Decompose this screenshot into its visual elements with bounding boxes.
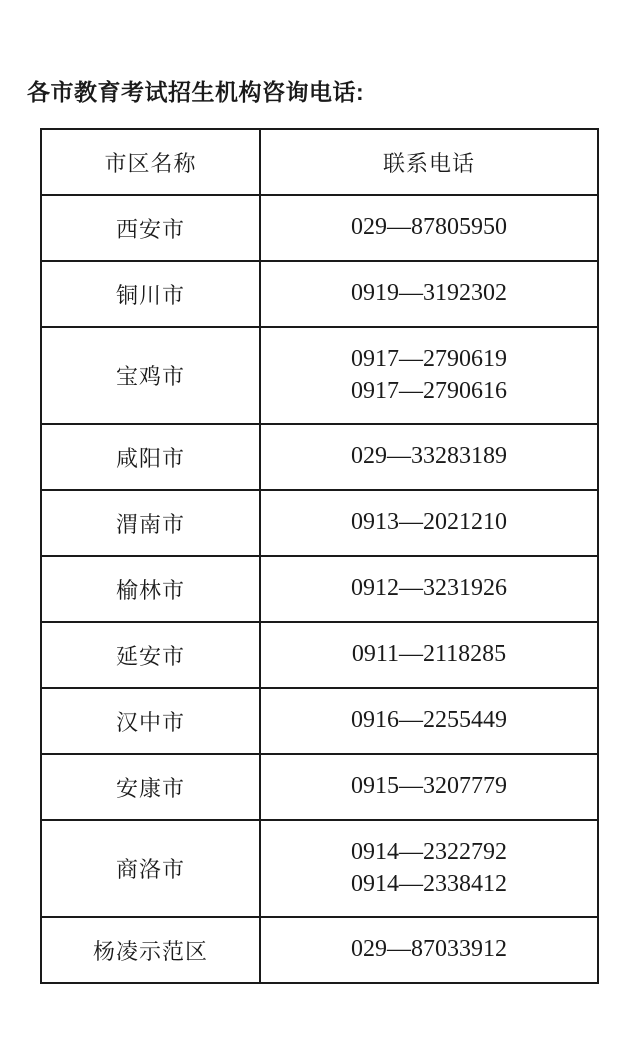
phone-number: 0917—2790619 [351, 346, 507, 373]
phone-number: 0914—2322792 [351, 839, 507, 866]
page-title: 各市教育考试招生机构咨询电话: [27, 79, 365, 105]
city-cell: 延安市 [41, 622, 260, 688]
phone-number: 0915—3207779 [351, 773, 507, 800]
phone-cell [260, 261, 598, 327]
table-row [41, 820, 598, 917]
table-body [41, 195, 598, 983]
table-row [41, 327, 598, 424]
phone-cell [260, 820, 598, 917]
table-row [41, 195, 598, 261]
table-row [41, 688, 598, 754]
table-row [41, 917, 598, 983]
phone-number: 0917—2790616 [351, 377, 507, 404]
city-cell: 商洛市 [41, 820, 260, 917]
city-cell: 安康市 [41, 754, 260, 820]
city-cell: 铜川市 [41, 261, 260, 327]
phone-cell [260, 754, 598, 820]
city-cell: 西安市 [41, 195, 260, 261]
phone-number: 0916—2255449 [351, 707, 507, 734]
phone-cell [260, 424, 598, 490]
city-cell: 杨凌示范区 [41, 917, 260, 983]
phone-cell [260, 688, 598, 754]
phone-cell [260, 195, 598, 261]
phone-cell [260, 917, 598, 983]
phone-number: 0919—3192302 [351, 280, 507, 307]
city-cell: 渭南市 [41, 490, 260, 556]
table-row [41, 622, 598, 688]
phone-number: 029—87033912 [351, 936, 507, 963]
table-row [41, 261, 598, 327]
table-row [41, 556, 598, 622]
phone-table [40, 128, 599, 984]
phone-cell [260, 490, 598, 556]
table-row [41, 424, 598, 490]
phone-number: 0911—2118285 [351, 641, 507, 668]
phone-number: 0913—2021210 [351, 509, 507, 536]
city-cell: 汉中市 [41, 688, 260, 754]
city-cell: 咸阳市 [41, 424, 260, 490]
phone-cell [260, 327, 598, 424]
phone-cell [260, 556, 598, 622]
city-cell: 榆林市 [41, 556, 260, 622]
table-row [41, 754, 598, 820]
phone-number: 029—33283189 [351, 443, 507, 470]
header-row [41, 129, 598, 195]
phone-number: 0912—3231926 [351, 575, 507, 602]
phone-cell [260, 622, 598, 688]
phone-number: 0914—2338412 [351, 870, 507, 897]
table-row [41, 490, 598, 556]
city-cell: 宝鸡市 [41, 327, 260, 424]
phone-number: 029—87805950 [351, 214, 507, 241]
header-cell-city: 市区名称 [41, 129, 260, 195]
header-cell-phone: 联系电话 [260, 129, 598, 195]
